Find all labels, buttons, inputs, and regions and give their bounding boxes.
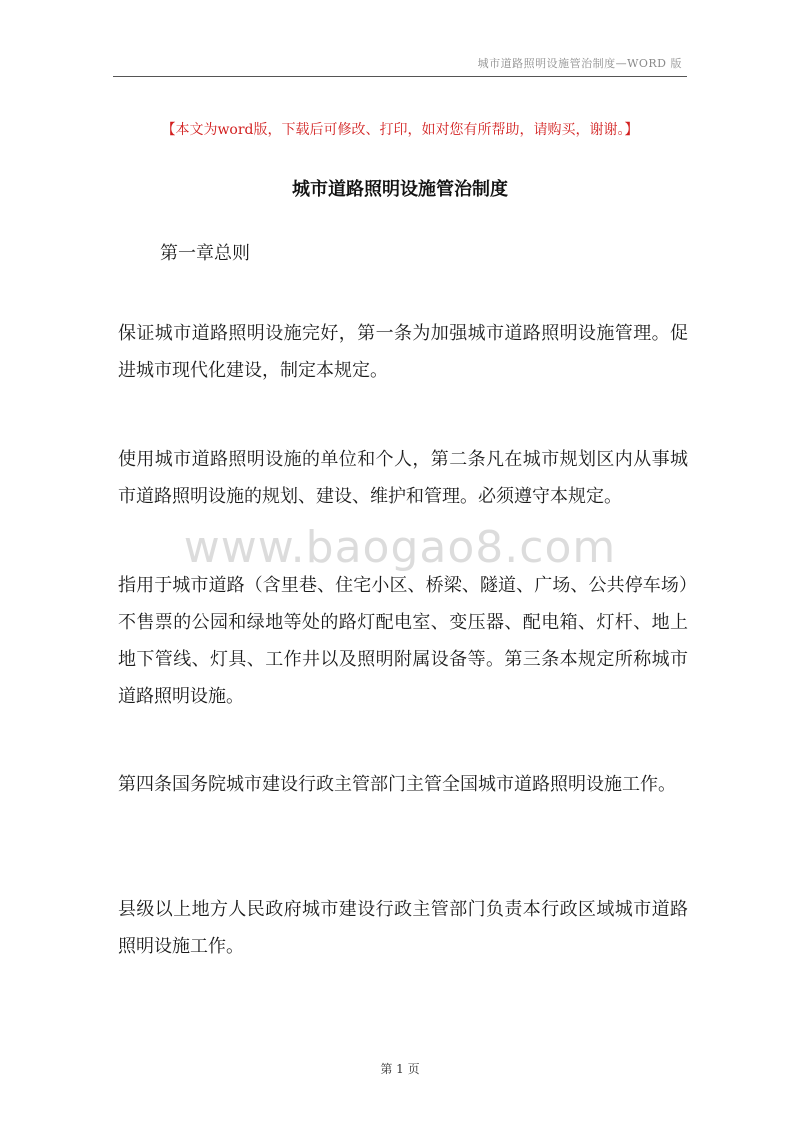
paragraph: 保证城市道路照明设施完好，第一条为加强城市道路照明设施管理。促进城市现代化建设，制定本规定。 (118, 323, 688, 381)
paragraph: 县级以上地方人民政府城市建设行政主管部门负责本行政区域城市道路照明设施工作。 (118, 899, 688, 957)
paragraph: 使用城市道路照明设施的单位和个人，第二条凡在城市规划区内从事城市道路照明设施的规划、建设、维护和管理。必须遵守本规定。 (118, 449, 688, 507)
watermark: www.baogao8.com (183, 522, 617, 573)
header-divider (113, 76, 687, 77)
chapter-heading: 第一章总则 (160, 243, 250, 264)
paragraph: 第四条国务院城市建设行政主管部门主管全国城市道路照明设施工作。 (118, 774, 676, 795)
purchase-notice: 【本文为word版，下载后可修改、打印，如对您有所帮助，请购买，谢谢。】 (161, 122, 639, 138)
paragraph: 指用于城市道路（含里巷、住宅小区、桥梁、隧道、广场、公共停车场）不售票的公园和绿地等处的路灯配电室、变压器、配电箱、灯杆、地上地下管线、灯具、工作井以及照明附属设备等。第三条本规定所称城市道路照明设施。 (118, 575, 688, 707)
page-number: 第 1 页 (380, 1062, 420, 1076)
document-title: 城市道路照明设施管治制度 (292, 179, 508, 200)
running-header: 城市道路照明设施管治制度—WORD 版 (477, 57, 682, 70)
